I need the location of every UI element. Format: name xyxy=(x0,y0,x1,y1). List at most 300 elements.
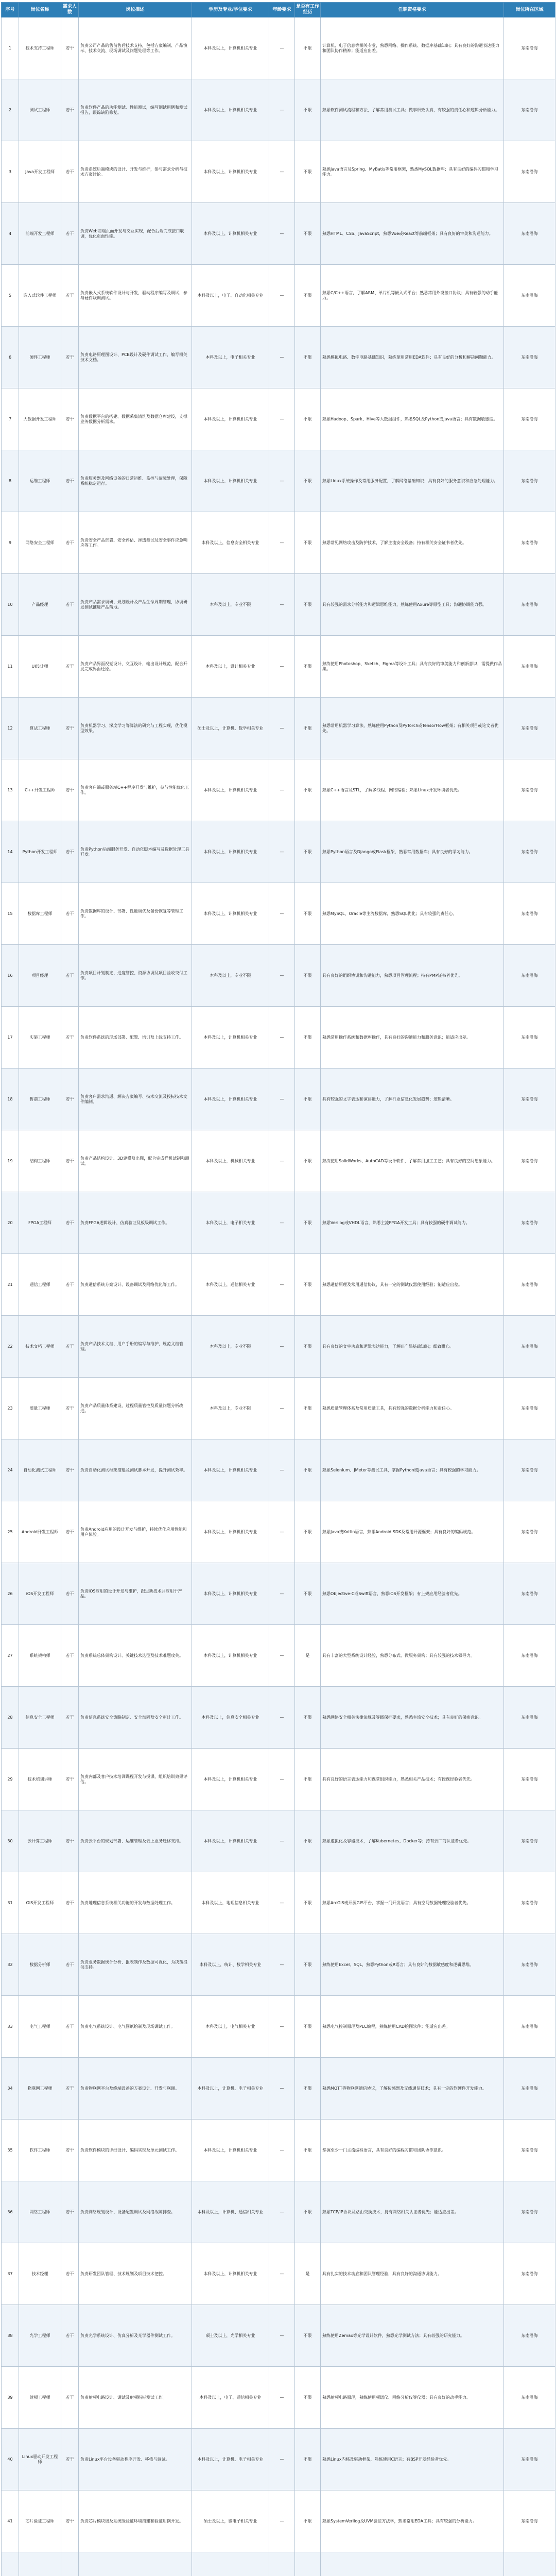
age-requirement xyxy=(269,821,295,883)
headcount xyxy=(61,2181,79,2243)
qualification-requirement-text: 熟悉SystemVerilog及UVM验证方法学，熟悉常用EDA工具；具有较强的分析能力。 xyxy=(322,2518,477,2523)
work-location xyxy=(504,821,555,883)
age-requirement xyxy=(269,1254,295,1316)
qualification-requirement xyxy=(321,203,504,265)
age-requirement-text: — xyxy=(280,1035,284,1040)
qualification-requirement-text: 具有较强的文字表达和演讲能力，了解行业信息化发展趋势；逻辑清晰。 xyxy=(322,1096,454,1101)
job-description-text: 负责Linux平台设备驱动程序开发、移植与调试。 xyxy=(80,2456,170,2462)
qualification-requirement-text: 熟悉射频电路原理，熟练使用频谱仪、网络分析仪等仪器；具有良好的动手能力。 xyxy=(322,2395,471,2400)
education-requirement xyxy=(192,1192,269,1254)
table-row xyxy=(2,203,555,265)
qualification-requirement-text: 熟悉Java语言及Spring、MyBatis等常用框架，熟悉MySQL数据库；具有良好的编码习惯和学习能力。 xyxy=(322,166,498,177)
job-title xyxy=(19,2367,61,2429)
row-number-text: 30 xyxy=(7,1838,13,1843)
experience-requirement xyxy=(295,698,321,759)
work-location xyxy=(504,1563,555,1625)
age-requirement-text: — xyxy=(280,2271,284,2276)
work-location-text: 东南沿海 xyxy=(521,169,538,174)
headcount xyxy=(61,1069,79,1130)
row-number xyxy=(2,141,19,203)
row-number xyxy=(2,1996,19,2058)
experience-requirement-text: 不限 xyxy=(303,107,312,112)
table-row xyxy=(2,512,555,574)
job-title xyxy=(19,821,61,883)
qualification-requirement-text: 熟练使用SolidWorks、AutoCAD等设计软件，了解常用加工工艺；具有良好的空间想象能力。 xyxy=(322,1158,495,1163)
row-number xyxy=(2,1192,19,1254)
row-number xyxy=(2,450,19,512)
work-location xyxy=(504,18,555,79)
job-title-text: 软件工程师 xyxy=(29,2147,50,2153)
table-row xyxy=(2,2367,555,2429)
experience-requirement-text: 不限 xyxy=(303,602,312,607)
age-requirement xyxy=(269,203,295,265)
row-number-text: 36 xyxy=(7,2209,13,2214)
experience-requirement-text: 不限 xyxy=(303,1529,312,1534)
age-requirement xyxy=(269,2305,295,2367)
job-description-text: 负责客户需求沟通、解决方案编写、技术交流及投标技术文件编制。 xyxy=(80,1094,187,1104)
age-requirement-text: — xyxy=(280,2395,284,2400)
education-requirement xyxy=(192,388,269,450)
age-requirement xyxy=(269,698,295,759)
experience-requirement xyxy=(295,450,321,512)
work-location xyxy=(504,79,555,141)
education-requirement-text: 本科及以上，计算机相关专业 xyxy=(203,1838,257,1843)
job-description-text: 负责机器学习、深度学习等算法的研究与工程实现，优化模型效果。 xyxy=(80,723,187,733)
headcount xyxy=(61,1996,79,2058)
job-description xyxy=(79,2552,192,2576)
education-requirement xyxy=(192,203,269,265)
experience-requirement xyxy=(295,1130,321,1192)
experience-requirement xyxy=(295,1687,321,1749)
job-title-text: iOS开发工程师 xyxy=(26,1591,54,1596)
age-requirement xyxy=(269,1810,295,1872)
job-title-text: 嵌入式软件工程师 xyxy=(23,293,57,298)
experience-requirement-text: 不限 xyxy=(303,664,312,669)
job-description-text: 负责软件系统的现场部署、配置、培训及上线支持工作。 xyxy=(80,1035,183,1040)
qualification-requirement xyxy=(321,388,504,450)
experience-requirement-text: 不限 xyxy=(303,1962,312,1967)
qualification-requirement xyxy=(321,883,504,945)
headcount-text: 若干 xyxy=(65,1776,74,1782)
headcount xyxy=(61,574,79,636)
job-description-text: 负责研发团队管理、技术规划及项目技术把控。 xyxy=(80,2271,167,2276)
headcount-text: 若干 xyxy=(65,1715,74,1720)
qualification-requirement-text: 熟悉TCP/IP协议及路由交换技术，持有网络相关认证者优先；能适应出差。 xyxy=(322,2209,459,2214)
work-location-text: 东南沿海 xyxy=(521,1282,538,1287)
qualification-requirement xyxy=(321,1501,504,1563)
work-location-text: 东南沿海 xyxy=(521,1096,538,1101)
job-description-text: 负责产品需求调研、规划设计及产品生命周期管理，协调研发测试推进产品落地。 xyxy=(80,599,187,609)
job-title xyxy=(19,1810,61,1872)
age-requirement-text: — xyxy=(280,1962,284,1967)
experience-requirement-text: 不限 xyxy=(303,1715,312,1720)
job-description-text: 负责产品技术文档、用户手册的编写与维护，规范文档管理。 xyxy=(80,1341,183,1351)
job-title-text: 算法工程师 xyxy=(29,725,50,731)
experience-requirement-text: 不限 xyxy=(303,1405,312,1411)
education-requirement-text: 本科及以上，专业不限 xyxy=(210,602,251,607)
job-description xyxy=(79,1439,192,1501)
age-requirement-text: — xyxy=(280,107,284,112)
qualification-requirement xyxy=(321,821,504,883)
header-cell: 岗位所在区域 xyxy=(504,3,555,18)
headcount-text: 若干 xyxy=(65,1344,74,1349)
row-number xyxy=(2,1501,19,1563)
experience-requirement-text: 不限 xyxy=(303,973,312,978)
qualification-requirement xyxy=(321,2367,504,2429)
job-title-text: 质量工程师 xyxy=(29,1405,50,1411)
experience-requirement xyxy=(295,1378,321,1439)
table-row xyxy=(2,1810,555,1872)
headcount-text: 若干 xyxy=(65,787,74,792)
qualification-requirement-text: 具有较强的需求分析能力和逻辑思维能力，熟练使用Axure等原型工具；沟通协调能力强。 xyxy=(322,602,487,607)
job-description-text: 负责云平台的规划部署、运维管理及云上业务迁移支持。 xyxy=(80,1838,183,1843)
job-description xyxy=(79,1810,192,1872)
headcount xyxy=(61,2490,79,2552)
table-row xyxy=(2,2243,555,2305)
education-requirement-text: 本科及以上，设计相关专业 xyxy=(205,664,255,669)
row-number xyxy=(2,79,19,141)
qualification-requirement xyxy=(321,327,504,388)
work-location-text: 东南沿海 xyxy=(521,2086,538,2091)
education-requirement xyxy=(192,883,269,945)
education-requirement-text: 本科及以上，计算机相关专业 xyxy=(203,169,257,174)
headcount xyxy=(61,265,79,327)
education-requirement xyxy=(192,759,269,821)
headcount-text: 若干 xyxy=(65,416,74,421)
age-requirement-text: — xyxy=(280,911,284,916)
table-row xyxy=(2,636,555,698)
job-description xyxy=(79,1563,192,1625)
header-cell: 序号 xyxy=(2,3,19,18)
job-title-text: 系统架构师 xyxy=(29,1653,50,1658)
experience-requirement-text: 不限 xyxy=(303,2209,312,2214)
qualification-requirement xyxy=(321,450,504,512)
education-requirement xyxy=(192,1007,269,1069)
job-description xyxy=(79,698,192,759)
table-row xyxy=(2,327,555,388)
experience-requirement xyxy=(295,883,321,945)
job-description-text: 负责产品结构设计、3D建模及出图，配合完成样机试制和测试。 xyxy=(80,1156,189,1166)
job-title xyxy=(19,141,61,203)
job-description-text: 负责软件产品的功能测试、性能测试，编写测试用例和测试报告，跟踪缺陷修复。 xyxy=(80,105,187,115)
age-requirement xyxy=(269,512,295,574)
row-number-text: 22 xyxy=(7,1344,13,1349)
headcount xyxy=(61,1934,79,1996)
experience-requirement-text: 不限 xyxy=(303,2333,312,2338)
job-title-text: GIS开发工程师 xyxy=(26,1900,54,1905)
experience-requirement xyxy=(295,1625,321,1687)
work-location-text: 东南沿海 xyxy=(521,911,538,916)
job-description xyxy=(79,2367,192,2429)
education-requirement xyxy=(192,1563,269,1625)
qualification-requirement-text: 熟悉C/C++语言，了解ARM、单片机等嵌入式平台；熟悉常用外设接口协议；具有较强的动手能力。 xyxy=(322,290,498,300)
work-location-text: 东南沿海 xyxy=(521,354,538,360)
table-row xyxy=(2,1996,555,2058)
table-row xyxy=(2,1192,555,1254)
work-location xyxy=(504,1625,555,1687)
row-number-text: 11 xyxy=(7,664,13,669)
job-description xyxy=(79,2490,192,2552)
headcount-text: 若干 xyxy=(65,354,74,360)
experience-requirement xyxy=(295,512,321,574)
qualification-requirement-text: 熟悉HTML、CSS、JavaScript，熟悉Vue或React等前端框架；具有良好的审美和沟通能力。 xyxy=(322,231,493,236)
age-requirement xyxy=(269,1378,295,1439)
row-number xyxy=(2,1872,19,1934)
headcount xyxy=(61,1316,79,1378)
experience-requirement xyxy=(295,2367,321,2429)
work-location xyxy=(504,1316,555,1378)
work-location-text: 东南沿海 xyxy=(521,1529,538,1534)
headcount-text: 若干 xyxy=(65,1467,74,1472)
headcount-text: 若干 xyxy=(65,1529,74,1534)
experience-requirement xyxy=(295,2120,321,2181)
experience-requirement xyxy=(295,388,321,450)
age-requirement xyxy=(269,327,295,388)
experience-requirement-text: 不限 xyxy=(303,1220,312,1225)
qualification-requirement-text: 熟悉ArcGIS或开源GIS平台，掌握一门开发语言；具有空间数据处理经验者优先。 xyxy=(322,1900,471,1905)
headcount-text: 若干 xyxy=(65,45,74,50)
experience-requirement-text: 不限 xyxy=(303,2456,312,2462)
age-requirement-text: — xyxy=(280,2518,284,2523)
work-location-text: 东南沿海 xyxy=(521,602,538,607)
education-requirement-text: 本科及以上，电子相关专业 xyxy=(205,1220,255,1225)
job-description-text: 负责电路原理图设计、PCB设计及硬件调试工作，编写相关技术文档。 xyxy=(80,352,187,362)
job-title-text: 云计算工程师 xyxy=(27,1838,53,1843)
job-title xyxy=(19,2120,61,2181)
qualification-requirement xyxy=(321,1996,504,2058)
row-number xyxy=(2,2429,19,2490)
work-location xyxy=(504,1749,555,1810)
row-number-text: 1 xyxy=(8,45,12,50)
qualification-requirement xyxy=(321,636,504,698)
headcount xyxy=(61,141,79,203)
experience-requirement-text: 不限 xyxy=(303,1900,312,1905)
experience-requirement-text: 不限 xyxy=(303,354,312,360)
qualification-requirement-text: 熟练使用Excel、SQL，熟悉Python或R语言；具有良好的数据敏感度和逻辑思维。 xyxy=(322,1962,474,1967)
work-location-text: 东南沿海 xyxy=(521,2456,538,2462)
header-cell: 是否有工作经历 xyxy=(295,3,321,18)
job-title-text: 测试工程师 xyxy=(29,107,50,112)
headcount xyxy=(61,2120,79,2181)
headcount-text: 若干 xyxy=(65,1158,74,1163)
job-description-text: 负责Web前端页面开发与交互实现，配合后端完成接口联调，优化页面性能。 xyxy=(80,228,184,239)
table-row xyxy=(2,1687,555,1749)
age-requirement-text: — xyxy=(280,1591,284,1596)
age-requirement-text: — xyxy=(280,416,284,421)
education-requirement-text: 本科及以上，计算机相关专业 xyxy=(203,911,257,916)
row-number xyxy=(2,1934,19,1996)
experience-requirement xyxy=(295,1996,321,2058)
table-row xyxy=(2,821,555,883)
age-requirement xyxy=(269,2490,295,2552)
qualification-requirement-text: 熟悉Objective-C或Swift语言，熟悉iOS开发框架；有上架应用经验者优先。 xyxy=(322,1591,462,1596)
age-requirement-text: — xyxy=(280,787,284,792)
age-requirement xyxy=(269,945,295,1007)
work-location xyxy=(504,1130,555,1192)
table-row xyxy=(2,388,555,450)
education-requirement xyxy=(192,636,269,698)
work-location-text: 东南沿海 xyxy=(521,1467,538,1472)
work-location xyxy=(504,1007,555,1069)
table-row xyxy=(2,1069,555,1130)
age-requirement-text: — xyxy=(280,1715,284,1720)
work-location xyxy=(504,1254,555,1316)
qualification-requirement-text: 熟悉Linux系统操作及常用服务配置，了解网络基础知识；具有良好的服务意识和应急处理能力。 xyxy=(322,478,498,483)
row-number-text: 27 xyxy=(7,1653,13,1658)
header-cell: 学历及专业/学位要求 xyxy=(192,3,269,18)
qualification-requirement xyxy=(321,2305,504,2367)
qualification-requirement-text: 具有良好的组织协调和沟通能力，熟悉项目管理流程；持有PMP证书者优先。 xyxy=(322,973,463,978)
work-location-text: 东南沿海 xyxy=(521,1715,538,1720)
row-number-text: 29 xyxy=(7,1776,13,1782)
work-location-text: 东南沿海 xyxy=(521,1405,538,1411)
row-number xyxy=(2,883,19,945)
education-requirement-text: 本科及以上，信息安全相关专业 xyxy=(201,1715,259,1720)
job-title-text: 技术经理 xyxy=(31,2271,48,2276)
headcount-text: 若干 xyxy=(65,1591,74,1596)
row-number-text: 25 xyxy=(7,1529,13,1534)
headcount xyxy=(61,945,79,1007)
education-requirement-text: 本科及以上，计算机相关专业 xyxy=(203,2271,257,2276)
job-title-text: 物联网工程师 xyxy=(27,2086,53,2091)
age-requirement xyxy=(269,1439,295,1501)
education-requirement-text: 本科及以上，信息安全相关专业 xyxy=(201,540,259,545)
age-requirement xyxy=(269,1749,295,1810)
age-requirement xyxy=(269,1625,295,1687)
headcount-text: 若干 xyxy=(65,107,74,112)
row-number-text: 35 xyxy=(7,2147,13,2153)
row-number-text: 18 xyxy=(7,1096,13,1101)
row-number xyxy=(2,2243,19,2305)
education-requirement xyxy=(192,1687,269,1749)
qualification-requirement xyxy=(321,1130,504,1192)
education-requirement-text: 本科及以上，计算机、电子相关专业 xyxy=(197,2086,264,2091)
age-requirement xyxy=(269,388,295,450)
age-requirement-text: — xyxy=(280,2086,284,2091)
work-location xyxy=(504,141,555,203)
job-title xyxy=(19,1687,61,1749)
header-cell: 岗位名称 xyxy=(19,3,61,18)
age-requirement xyxy=(269,1687,295,1749)
job-description xyxy=(79,79,192,141)
job-title xyxy=(19,1563,61,1625)
job-description-text: 负责产品界面视觉设计、交互设计，输出设计规范，配合开发完成界面还原。 xyxy=(80,661,187,671)
experience-requirement xyxy=(295,18,321,79)
job-title-text: 光学工程师 xyxy=(29,2333,50,2338)
experience-requirement-text: 不限 xyxy=(303,231,312,236)
job-description-text: 负责业务数据统计分析、报表制作及数据可视化，为决策提供支持。 xyxy=(80,1959,187,1970)
row-number xyxy=(2,636,19,698)
education-requirement-text: 本科及以上，专业不限 xyxy=(210,1344,251,1349)
job-description-text: 负责数据库的设计、部署、性能调优及备份恢复等管理工作。 xyxy=(80,908,183,919)
job-title-text: 技术支持工程师 xyxy=(25,45,55,50)
education-requirement-text: 本科及以上，专业不限 xyxy=(210,973,251,978)
education-requirement-text: 本科及以上，计算机相关专业 xyxy=(203,107,257,112)
headcount xyxy=(61,79,79,141)
age-requirement-text: — xyxy=(280,354,284,360)
table-row xyxy=(2,945,555,1007)
work-location-text: 东南沿海 xyxy=(521,45,538,50)
table-row xyxy=(2,574,555,636)
work-location-text: 东南沿海 xyxy=(521,1158,538,1163)
work-location-text: 东南沿海 xyxy=(521,2147,538,2153)
education-requirement xyxy=(192,1810,269,1872)
table-row xyxy=(2,1563,555,1625)
headcount-text: 若干 xyxy=(65,1035,74,1040)
table-row xyxy=(2,1130,555,1192)
row-number-text: 4 xyxy=(8,231,12,236)
job-title xyxy=(19,18,61,79)
qualification-requirement-text: 熟悉Python语言及Django或Flask框架，熟悉常用数据库；具有良好的学习能力。 xyxy=(322,849,473,854)
job-title-text: Java开发工程师 xyxy=(25,169,55,174)
age-requirement xyxy=(269,450,295,512)
work-location-text: 东南沿海 xyxy=(521,231,538,236)
qualification-requirement xyxy=(321,1563,504,1625)
table-row xyxy=(2,1872,555,1934)
headcount-text: 若干 xyxy=(65,1282,74,1287)
education-requirement xyxy=(192,2120,269,2181)
table-row xyxy=(2,1501,555,1563)
qualification-requirement xyxy=(321,574,504,636)
row-number-text: 24 xyxy=(7,1467,13,1472)
work-location xyxy=(504,512,555,574)
headcount-text: 若干 xyxy=(65,1220,74,1225)
row-number-text: 19 xyxy=(7,1158,13,1163)
job-description xyxy=(79,574,192,636)
education-requirement xyxy=(192,2552,269,2576)
headcount-text: 若干 xyxy=(65,849,74,854)
job-title xyxy=(19,1378,61,1439)
table-row xyxy=(2,1934,555,1996)
education-requirement-text: 本科及以上，计算机相关专业 xyxy=(203,231,257,236)
headcount-text: 若干 xyxy=(65,2024,74,2029)
age-requirement-text: — xyxy=(280,1096,284,1101)
work-location-text: 东南沿海 xyxy=(521,416,538,421)
row-number-text: 23 xyxy=(7,1405,13,1411)
age-requirement xyxy=(269,1934,295,1996)
job-description-text: 负责信息系统安全策略制定、安全加固及安全审计工作。 xyxy=(80,1715,183,1720)
age-requirement xyxy=(269,574,295,636)
education-requirement xyxy=(192,821,269,883)
row-number xyxy=(2,1316,19,1378)
education-requirement-text: 本科及以上，机械相关专业 xyxy=(205,1158,255,1163)
headcount-text: 若干 xyxy=(65,1838,74,1843)
work-location xyxy=(504,450,555,512)
table-row xyxy=(2,1316,555,1378)
job-description xyxy=(79,141,192,203)
experience-requirement xyxy=(295,945,321,1007)
qualification-requirement-text: 熟悉软件测试流程和方法，了解常用测试工具；做事细致认真，有较强的责任心和逻辑分析能力。 xyxy=(322,107,499,112)
experience-requirement-text: 不限 xyxy=(303,1591,312,1596)
qualification-requirement xyxy=(321,79,504,141)
row-number-text: 26 xyxy=(7,1591,13,1596)
work-location xyxy=(504,574,555,636)
experience-requirement-text: 不限 xyxy=(303,1344,312,1349)
qualification-requirement xyxy=(321,1192,504,1254)
education-requirement xyxy=(192,327,269,388)
experience-requirement-text: 不限 xyxy=(303,911,312,916)
education-requirement-text: 本科及以上，通信相关专业 xyxy=(205,1282,255,1287)
job-title xyxy=(19,388,61,450)
age-requirement xyxy=(269,265,295,327)
age-requirement xyxy=(269,1501,295,1563)
education-requirement-text: 本科及以上，计算机相关专业 xyxy=(203,1653,257,1658)
job-title-text: 自动化测试工程师 xyxy=(23,1467,57,1472)
experience-requirement-text: 不限 xyxy=(303,1467,312,1472)
row-number xyxy=(2,698,19,759)
row-number xyxy=(2,1007,19,1069)
job-description xyxy=(79,1378,192,1439)
